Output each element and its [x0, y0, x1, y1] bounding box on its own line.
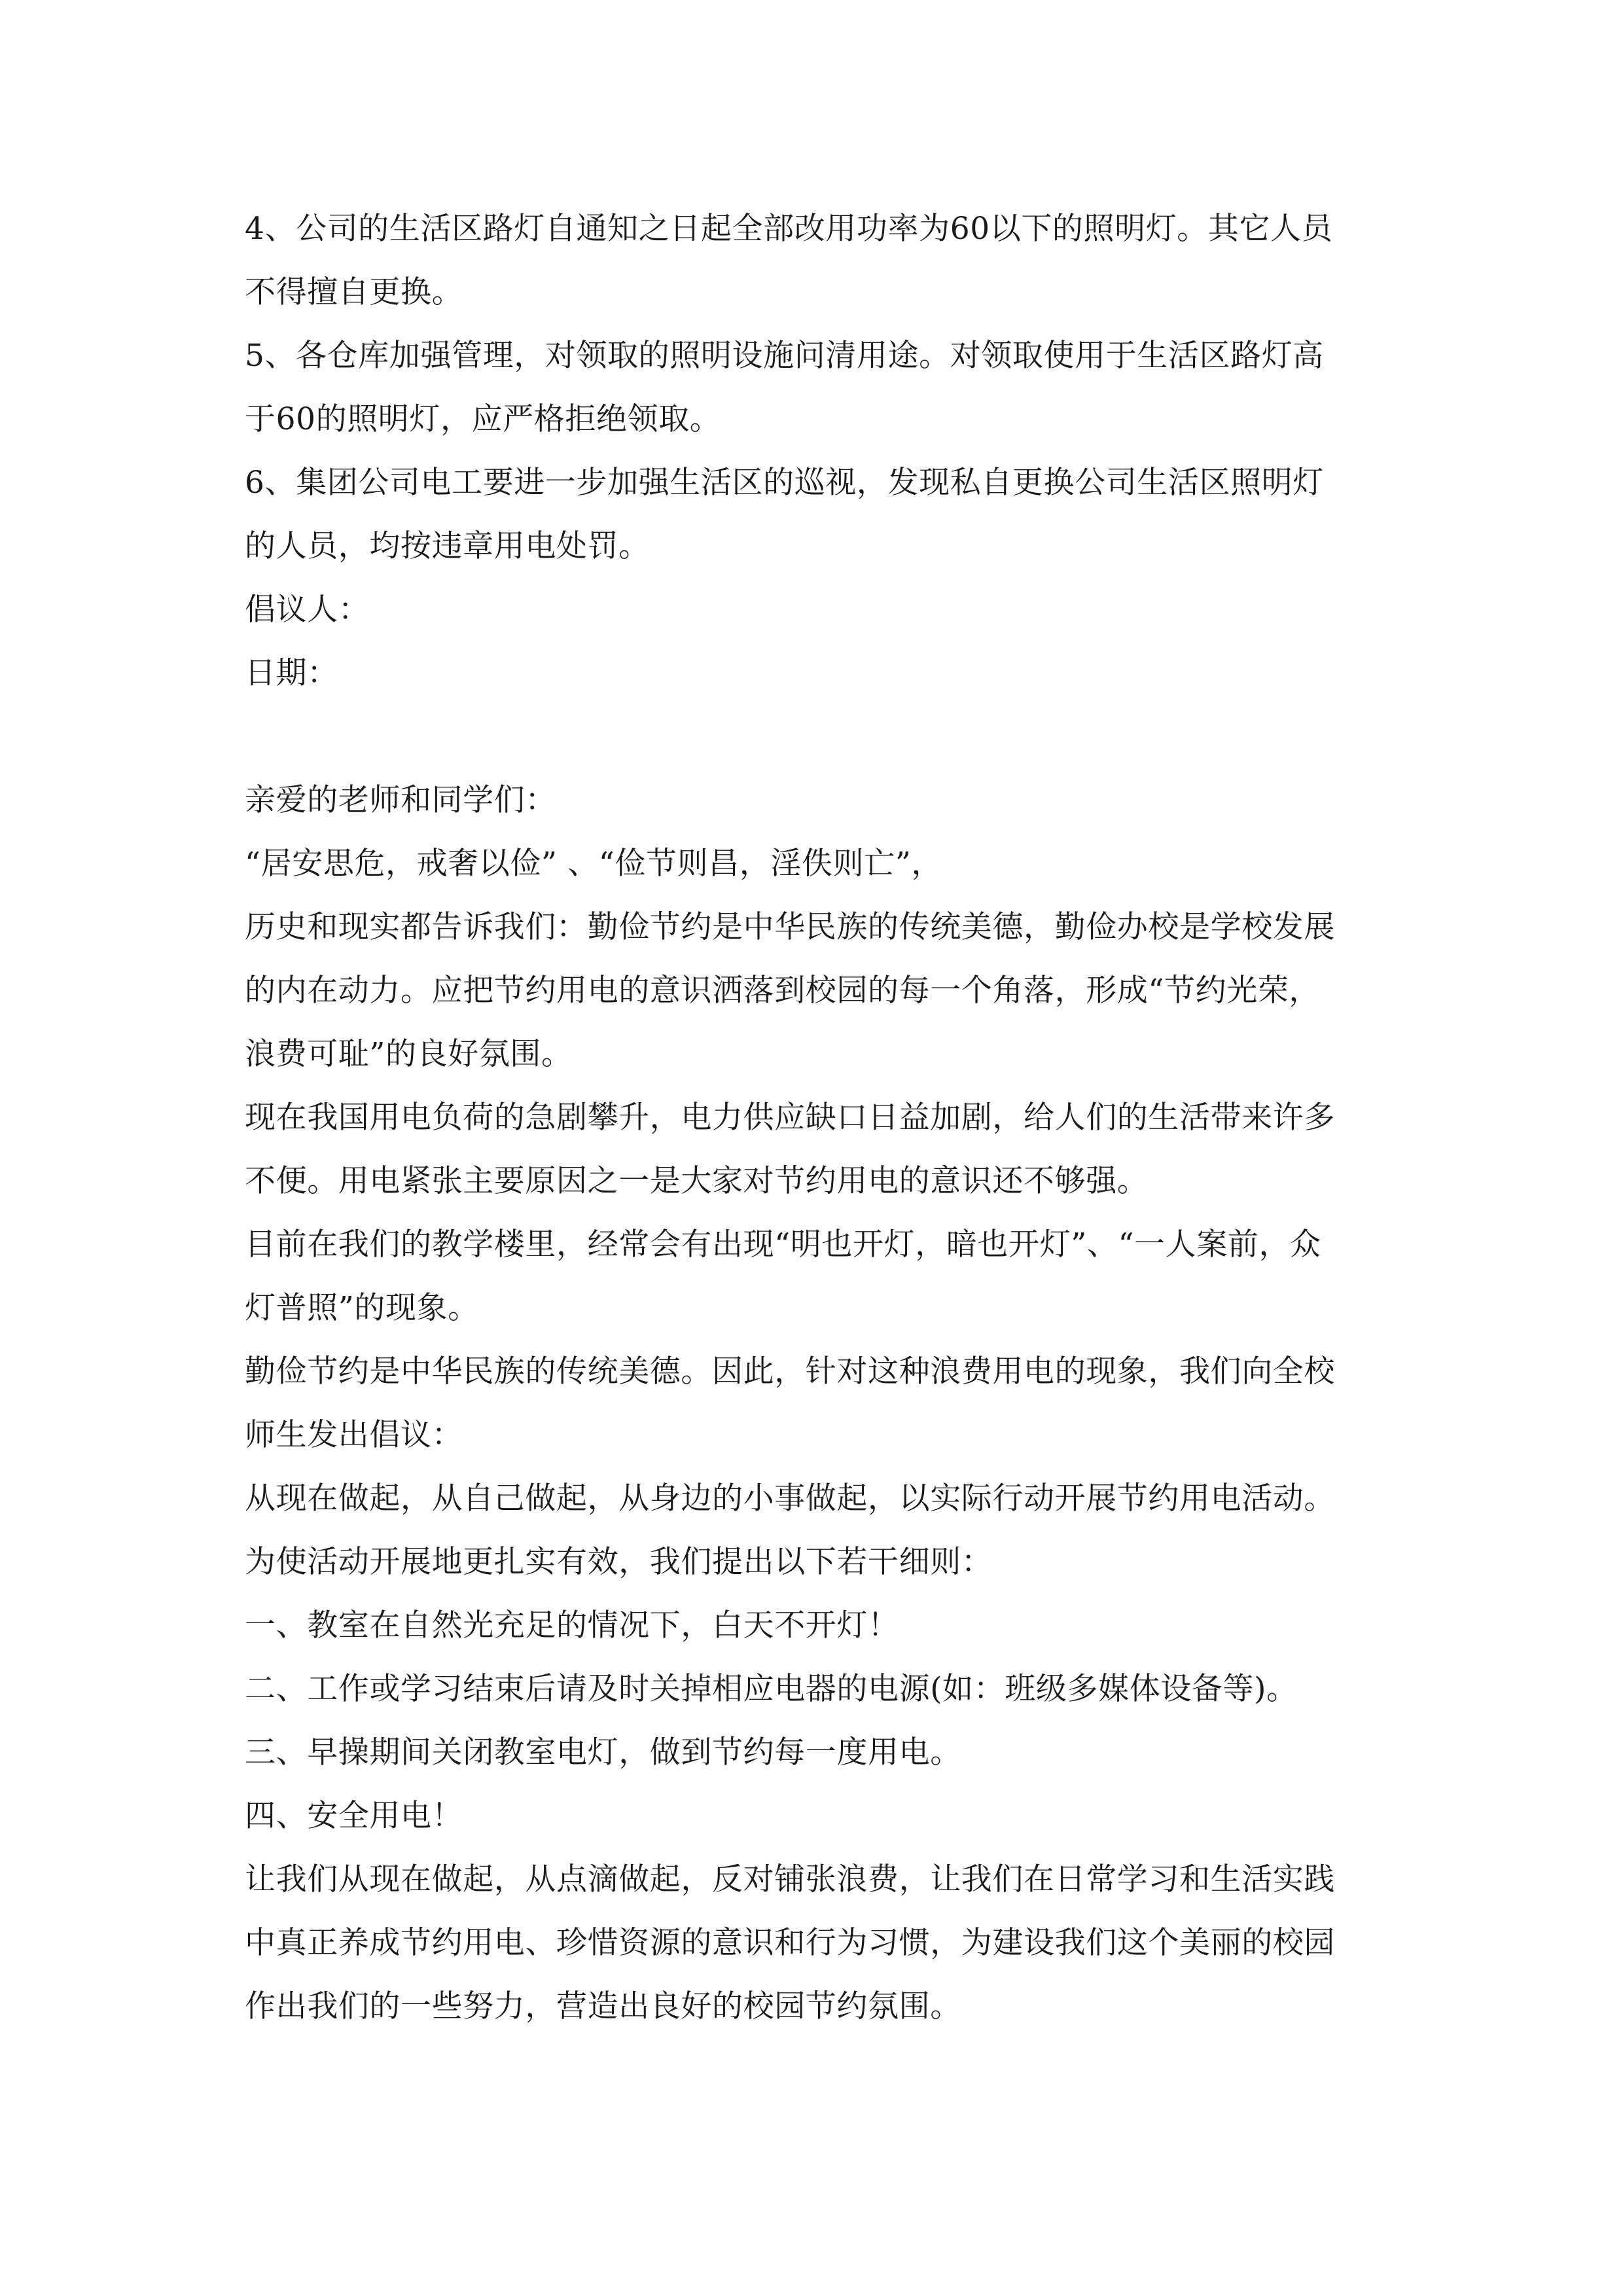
date-label: 日期：: [245, 655, 338, 691]
text-line: 为使活动开展地更扎实有效，我们提出以下若干细则：: [245, 1544, 993, 1580]
text-line: 于60的照明灯，应严格拒绝领取。: [245, 401, 721, 437]
text-line: 作出我们的一些努力，营造出良好的校园节约氛围。: [245, 1988, 961, 2024]
text-line: 6、集团公司电工要进一步加强生活区的巡视，发现私自更换公司生活区照明灯: [245, 465, 1324, 501]
salutation: 亲爱的老师和同学们：: [245, 782, 556, 818]
signature-label: 倡议人：: [245, 592, 370, 628]
text-line: 浪费可耻”的良好氛围。: [245, 1036, 573, 1072]
text-line: 现在我国用电负荷的急剧攀升，电力供应缺口日益加剧，给人们的生活带来许多: [245, 1100, 1335, 1136]
text-line: 的人员，均按违章用电处罚。: [245, 528, 650, 564]
list-item: 一、教室在自然光充足的情况下，白天不开灯！: [245, 1607, 899, 1643]
list-item: 二、工作或学习结束后请及时关掉相应电器的电源(如：班级多媒体设备等)。: [245, 1671, 1298, 1707]
list-item: 四、安全用电！: [245, 1798, 463, 1834]
text-line: 历史和现实都告诉我们：勤俭节约是中华民族的传统美德，勤俭办校是学校发展: [245, 909, 1335, 945]
text-line: 4、公司的生活区路灯自通知之日起全部改用功率为60以下的照明灯。其它人员: [245, 211, 1333, 247]
text-line: 中真正养成节约用电、珍惜资源的意识和行为习惯，为建设我们这个美丽的校园: [245, 1925, 1335, 1961]
list-item: 三、早操期间关闭教室电灯，做到节约每一度用电。: [245, 1734, 961, 1770]
text-line: “居安思危，戒奢以俭” 、“俭节则昌，淫佚则亡”，: [245, 846, 943, 882]
text-line: 的内在动力。应把节约用电的意识洒落到校园的每一个角落，形成“节约光荣，: [245, 973, 1321, 1009]
text-line: 灯普照”的现象。: [245, 1290, 479, 1326]
text-line: 目前在我们的教学楼里，经常会有出现“明也开灯，暗也开灯”、“一人案前，众: [245, 1227, 1321, 1263]
text-line: 师生发出倡议：: [245, 1417, 463, 1453]
text-line: 5、各仓库加强管理，对领取的照明设施问清用途。对领取使用于生活区路灯高: [245, 338, 1324, 374]
text-line: 不便。用电紧张主要原因之一是大家对节约用电的意识还不够强。: [245, 1163, 1149, 1199]
text-line: 不得擅自更换。: [245, 274, 463, 310]
text-line: 让我们从现在做起，从点滴做起，反对铺张浪费，让我们在日常学习和生活实践: [245, 1861, 1335, 1897]
text-line: 从现在做起，从自己做起，从身边的小事做起，以实际行动开展节约用电活动。: [245, 1480, 1335, 1516]
text-line: 勤俭节约是中华民族的传统美德。因此，针对这种浪费用电的现象，我们向全校: [245, 1354, 1335, 1390]
